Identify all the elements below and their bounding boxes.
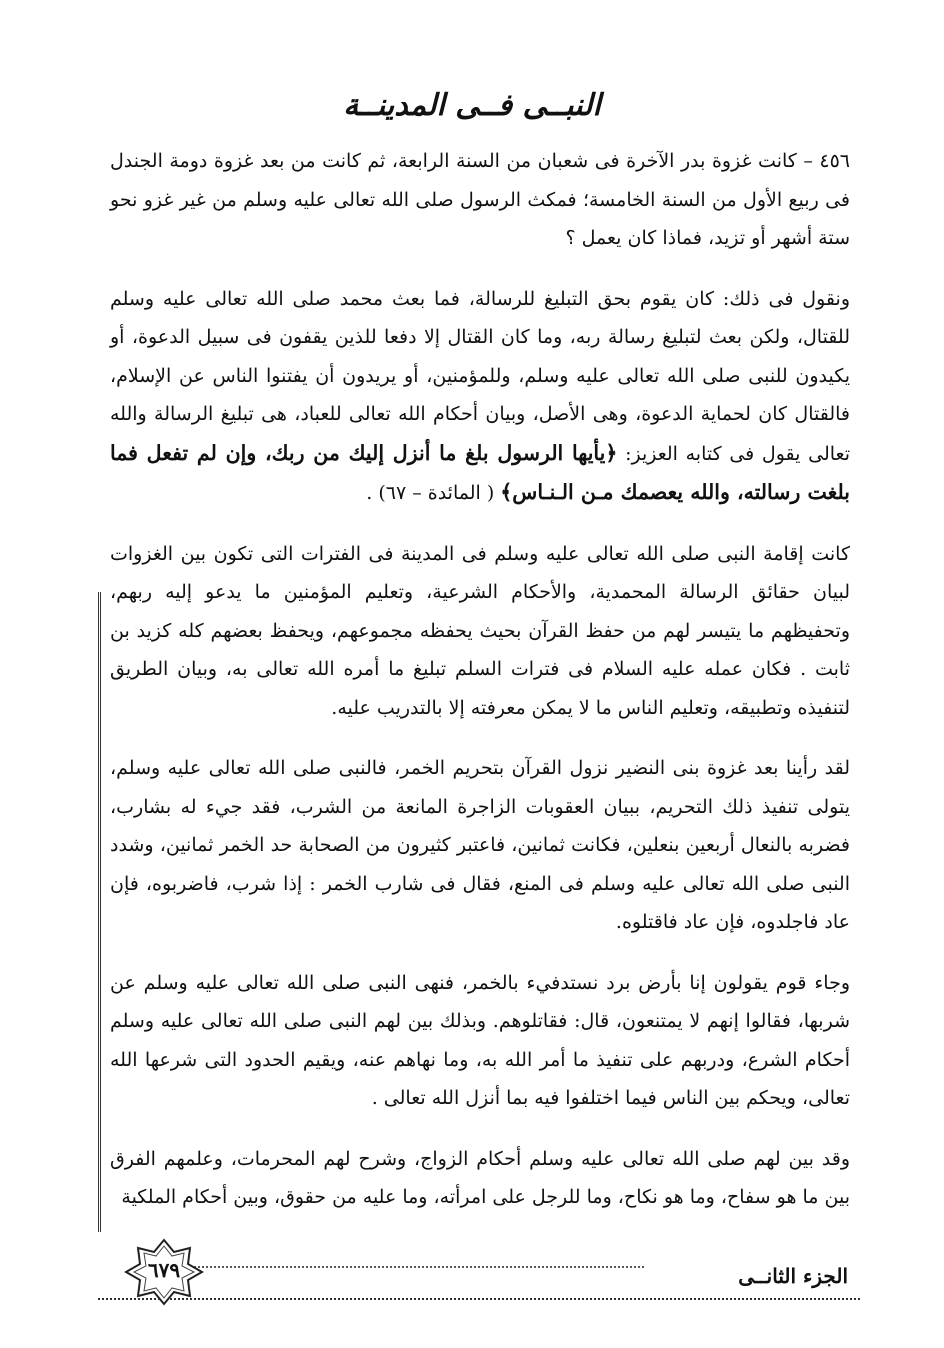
footer-ornament-line [190,1266,644,1268]
page-number: ٦٧٩ [147,1258,181,1282]
paragraph-456: ٤٥٦ – كانت غزوة بدر الآخرة فى شعبان من السنة الرابعة، ثم كانت من بعد غزوة دومة الجندل فى ربيع الأول من السنة الخامسة؛ فمكث الرسول صلى الله تعالى عليه وسلم من غير غزو نحو ستة أشهر أو تزيد، فماذا كان يعمل ؟ [110,150,850,249]
footer-rule [98,1298,860,1300]
paragraph-prophet-stay: كانت إقامة النبى صلى الله تعالى عليه وسلم فى المدينة فى الفترات التى تكون بين الغزوات لبيان حقائق الرسالة المحمدية، والأحكام الشرعية، وتعليم المؤمنين ما يدعو إليه ربهم، وتحفيظهم ما يتيسر لهم من حفظ القرآن بحيث يحفظه مجموعهم، ويحفظ بعضهم كله كزيد بن ثابت . فكان عمله عليه السلام فى فترات السلم تبليغ ما أمره الله تعالى به، وبيان الطريق لتنفيذه وتطبيقه، وتعليم الناس ما لا يمكن معرفته إلا بالتدريب عليه. [110,542,850,719]
margin-rule [98,592,101,1232]
quote-intro: ونقول فى ذلك: كان يقوم بحق التبليغ للرسالة، فما بعث محمد صلى الله تعالى عليه وسلم للقتال، ولكن بعث لتبليغ رسالة ربه، وما كان القتال إلا دفعا للذين يقفون فى سبيل الدعوة، أو يكيدون للنبى صلى الله تعالى عليه وسلم، وللمؤمنين، أو يريدون أن يفتنوا الناس عن الإسلام، فالقتال كان لحماية الدعوة، وهى الأصل، وبيان أحكام الله تعالى للعباد، هى تبليغ الرسالة والله تعالى يقول فى كتابه العزيز: [110,287,850,465]
part-label: الجزء الثانــى [738,1264,848,1288]
page-title: النبــى فــى المدينــة [343,88,601,123]
page-number-badge [124,1238,204,1306]
paragraph-cold-land-people: وجاء قوم يقولون إنا بأرض برد نستدفيء بالخمر، فنهى النبى صلى الله تعالى عليه وسلم عن شربها، فقالوا إنهم لا يمتنعون، قال: فقاتلوهم. وبذلك بين لهم النبى صلى الله تعالى عليه وسلم أحكام الشرع، ودربهم على تنفيذ ما أمر الله به، وما نهاهم عنه، ويقيم الحدود التى شرعها الله تعالى، ويحكم بين الناس فيما اختلفوا فيه بما أنزل الله تعالى . [110,971,850,1109]
page-body [110,142,850,1239]
verse-reference: ( المائدة – ٦٧) . [366,482,495,504]
paragraph-quote [110,280,850,513]
paragraph-wine-prohibition: لقد رأينا بعد غزوة بنى النضير نزول القرآن بتحريم الخمر، فالنبى صلى الله تعالى عليه وسلم، يتولى تنفيذ ذلك التحريم، ببيان العقوبات الزاجرة المانعة من الشرب، فقد جيء له بشارب، فضربه بالنعال أربعين بنعلين، فكانت ثمانين، فاعتبر كثيرون من الصحابة حد الخمر ثمانين، وشدد النبى صلى الله تعالى عليه وسلم فى المنع، فقال فى شارب الخمر : إذا شرب، فاضربوه، فإن عاد فاجلدوه، فإن عاد فاقتلوه. [110,757,850,933]
quran-verse: ﴿يأيها الرسول بلغ ما أنزل إليك من ربك، وإن لم تفعل فما بلغت رسالته، والله يعصمك مـن الـنـاس﴾ [110,440,850,504]
paragraph-marriage-rules: وقد بين لهم صلى الله تعالى عليه وسلم أحكام الزواج، وشرح لهم المحرمات، وعلمهم الفرق بين ما هو سفاح، وما هو نكاح، وما للرجل على امرأته، وما عليه من حقوق، وبين أحكام الملكية [110,1147,850,1208]
